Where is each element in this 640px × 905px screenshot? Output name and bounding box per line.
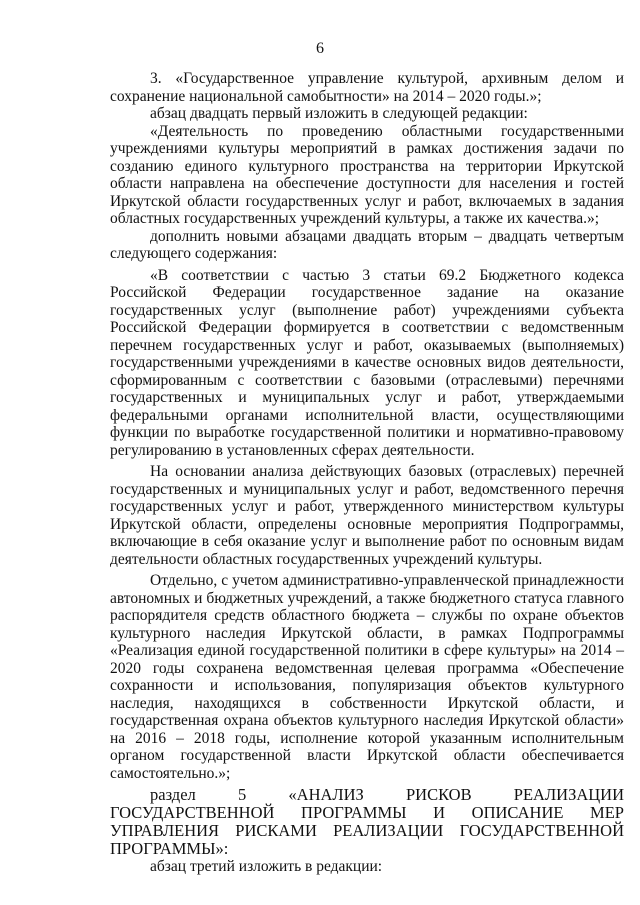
paragraph-instruction-third: абзац третий изложить в редакции: [150,858,383,875]
paragraph-program-title: 3. «Государственное управление культурой, архивным делом и сохранение национальной самобытности» на 2014 – 2020 годы.»; [110,70,624,105]
document-body [110,70,624,876]
page-number: 6 [316,40,324,57]
paragraph-instruction-22-24: дополнить новыми абзацами двадцать вторым – двадцать четвертым следующего содержания: [110,227,624,262]
paragraph-section-5: раздел 5 «АНАЛИЗ РИСКОВ РЕАЛИЗАЦИИ ГОСУДАРСТВЕННОЙ ПРОГРАММЫ И ОПИСАНИЕ МЕР УПРАВЛЕНИЯ РИСКАМИ РЕАЛИЗАЦИИ ГОСУДАРСТВЕННОЙ ПРОГРАММЫ»: [110,785,624,858]
paragraph-instruction-21: абзац двадцать первый изложить в следующей редакции: [150,105,528,122]
paragraph-separately: Отдельно, с учетом административно-управленческой принадлежности автономных и бюджетных учреждений, а также бюджетного статуса главного распорядителя средств областного бюджета – службы по охране объектов культурного наследия Иркутской области, в рамках Подпрограммы «Реализация единой государственной политики в сфере культуры» на 2014 – 2020 годы сохранена ведомственная целевая программа «Обеспечение сохранности и использования, популяризация объектов культурного наследия, находящихся в собственности Иркутской области, и государственная охрана объектов культурного наследия Иркутской области» на 2016 – 2018 годы, исполнение которой указанным исполнительным органом государственной власти Иркутской области обеспечивается самостоятельно.»; [110,572,624,782]
paragraph-activity: «Деятельность по проведению областными государственными учреждениями культуры мероприятий в рамках достижения задачи по созданию единого культурного пространства на территории Иркутской области направлена на обеспечение доступности для населения и гостей Иркутской области государственных услуг и работ, включаемых в задания областных государственных учреждений культуры, а также их качества.»; [110,122,624,227]
paragraph-analysis: На основании анализа действующих базовых (отраслевых) перечней государственных и муниципальных услуг и работ, ведомственного перечня государственных услуг и работ, утвержденного министерством культуры Иркутской области, определены основные мероприятия Подпрограммы, включающие в себя оказание услуг и выполнение работ по основным видам деятельности областных государственных учреждений культуры. [110,463,624,568]
paragraph-budget-code: «В соответствии с частью 3 статьи 69.2 Бюджетного кодекса Российской Федерации государственное задание на оказание государственных услуг (выполнение работ) учреждениями субъекта Российской Федерации формируется в соответствии с ведомственным перечнем государственных услуг и работ, оказываемых (выполняемых) государственными учреждениями в качестве основных видов деятельности, сформированным с соответствии с базовыми (отраслевыми) перечнями государственных и муниципальных услуг и работ, утверждаемыми федеральными органами исполнительной власти, осуществляющими функции по выработке государственной политики и нормативно-правовому регулированию в установленных сферах деятельности. [110,266,624,459]
